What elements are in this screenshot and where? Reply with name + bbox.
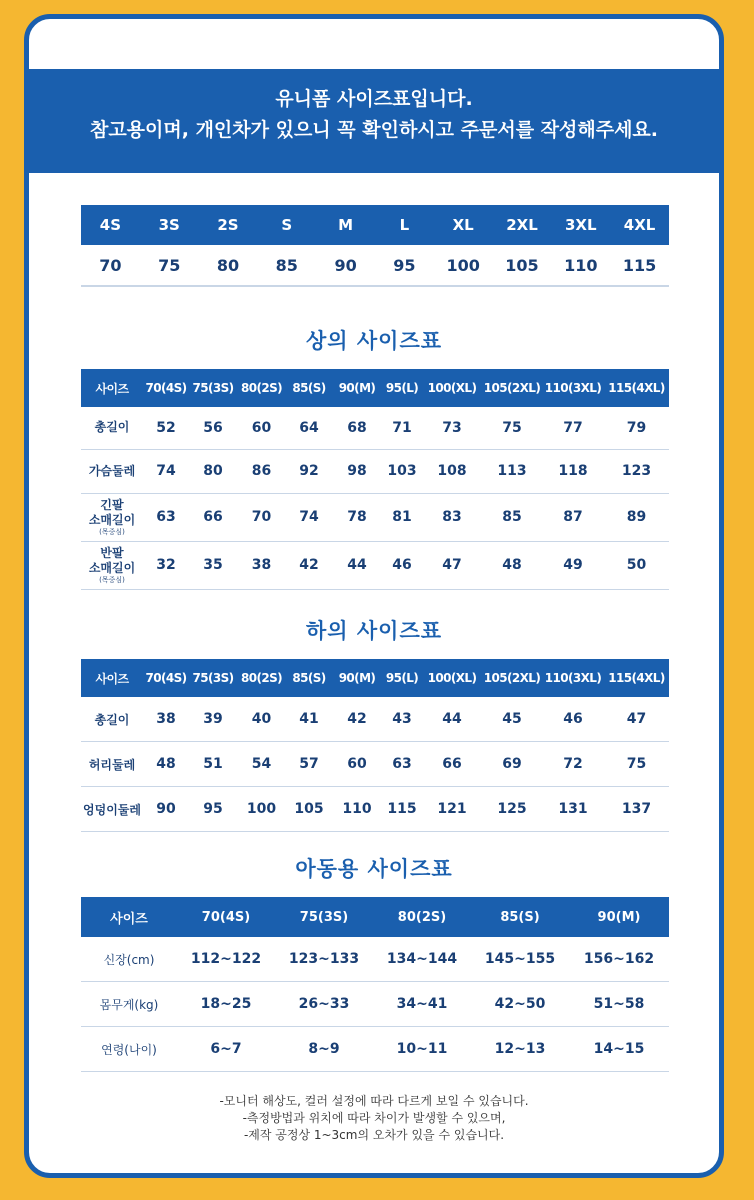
size-value: 14~15	[569, 1027, 669, 1072]
kids-table-header-row	[81, 897, 669, 937]
notes	[29, 1093, 719, 1144]
size-value: 50	[604, 541, 669, 589]
size-value: 79	[604, 407, 669, 449]
size-value: 48	[482, 541, 542, 589]
quick-size-number: 95	[375, 245, 434, 286]
size-column-header: 90(M)	[332, 369, 382, 407]
size-value: 90	[143, 787, 189, 832]
size-value: 56	[189, 407, 237, 449]
size-value: 80	[189, 449, 237, 493]
size-value: 145~155	[471, 937, 569, 982]
size-value: 43	[382, 697, 422, 742]
row-label	[81, 787, 143, 832]
size-value: 35	[189, 541, 237, 589]
size-value: 100	[237, 787, 286, 832]
size-value: 41	[286, 697, 332, 742]
kids-size-title: 아동용 사이즈표	[295, 857, 453, 881]
size-column-header: 100(XL)	[422, 369, 482, 407]
size-value: 71	[382, 407, 422, 449]
size-column-header: 110(3XL)	[542, 369, 604, 407]
row-label	[81, 493, 143, 541]
size-value: 60	[237, 407, 286, 449]
size-value: 112~122	[177, 937, 275, 982]
size-value: 60	[332, 742, 382, 787]
size-value: 74	[143, 449, 189, 493]
size-column-header: 105(2XL)	[482, 369, 542, 407]
size-value: 54	[237, 742, 286, 787]
size-value: 108	[422, 449, 482, 493]
row-label-text: 허리둘레	[88, 757, 136, 772]
table-row	[81, 541, 669, 589]
size-column-header: 75(3S)	[189, 659, 237, 697]
row-label	[81, 407, 143, 449]
size-column-header: 85(S)	[286, 369, 332, 407]
quick-size-table	[81, 205, 669, 287]
header-line-2: 참고용이며, 개인차가 있으니 꼭 확인하시고 주문서를 작성해주세요.	[89, 119, 659, 141]
size-value: 52	[143, 407, 189, 449]
size-value: 89	[604, 493, 669, 541]
quick-size-header-row	[81, 205, 669, 245]
top-size-title: 상의 사이즈표	[305, 329, 443, 353]
table-row	[81, 697, 669, 742]
size-value: 134~144	[373, 937, 471, 982]
size-value: 68	[332, 407, 382, 449]
quick-size-label: 3S	[140, 205, 199, 245]
note-line: -측정방법과 위치에 따라 차이가 발생할 수 있으며,	[242, 1111, 506, 1125]
bottom-table-header-row	[81, 659, 669, 697]
row-label	[81, 1027, 177, 1072]
quick-size-number: 85	[257, 245, 316, 286]
size-column-header: 75(3S)	[275, 897, 373, 937]
size-value: 113	[482, 449, 542, 493]
size-value: 38	[143, 697, 189, 742]
row-label-text: 연령(나이)	[101, 1042, 157, 1057]
size-column-header: 70(4S)	[143, 369, 189, 407]
size-value: 63	[382, 742, 422, 787]
table-row	[81, 742, 669, 787]
size-value: 34~41	[373, 982, 471, 1027]
size-value: 66	[422, 742, 482, 787]
size-value: 123~133	[275, 937, 373, 982]
size-value: 39	[189, 697, 237, 742]
size-value: 63	[143, 493, 189, 541]
row-label-text: 반팔 소매길이	[88, 545, 136, 575]
header-line-1: 유니폼 사이즈표입니다.	[275, 88, 473, 110]
row-label-text: 신장(cm)	[103, 952, 155, 967]
quick-size-number: 80	[199, 245, 258, 286]
bottom-size-title: 하의 사이즈표	[305, 619, 443, 643]
size-value: 86	[237, 449, 286, 493]
kids-size-table	[81, 897, 669, 1072]
row-label-sub: (목중심)	[99, 527, 125, 536]
size-value: 137	[604, 787, 669, 832]
size-value: 66	[189, 493, 237, 541]
size-value: 47	[422, 541, 482, 589]
size-value: 42	[332, 697, 382, 742]
size-value: 77	[542, 407, 604, 449]
size-column-header: 90(M)	[332, 659, 382, 697]
note-line: -모니터 해상도, 컬러 설정에 따라 다르게 보일 수 있습니다.	[219, 1094, 529, 1108]
quick-size-label: M	[316, 205, 375, 245]
size-column-header: 95(L)	[382, 659, 422, 697]
size-value: 103	[382, 449, 422, 493]
row-label-text: 가슴둘레	[88, 463, 136, 478]
size-column-header: 110(3XL)	[542, 659, 604, 697]
quick-size-label: L	[375, 205, 434, 245]
size-value: 72	[542, 742, 604, 787]
size-value: 47	[604, 697, 669, 742]
row-label	[81, 742, 143, 787]
table-row	[81, 1027, 669, 1072]
size-value: 46	[542, 697, 604, 742]
quick-size-label: 4S	[81, 205, 140, 245]
size-value: 12~13	[471, 1027, 569, 1072]
size-column-header: 70(4S)	[177, 897, 275, 937]
size-header-label: 사이즈	[81, 659, 143, 697]
table-row	[81, 787, 669, 832]
size-column-header: 80(2S)	[237, 659, 286, 697]
size-value: 51~58	[569, 982, 669, 1027]
size-value: 125	[482, 787, 542, 832]
table-row	[81, 449, 669, 493]
size-value: 45	[482, 697, 542, 742]
size-column-header: 100(XL)	[422, 659, 482, 697]
row-label-text: 몸무게(kg)	[99, 997, 159, 1012]
size-value: 83	[422, 493, 482, 541]
size-value: 69	[482, 742, 542, 787]
size-value: 74	[286, 493, 332, 541]
size-column-header: 85(S)	[471, 897, 569, 937]
quick-size-number: 105	[493, 245, 552, 286]
quick-size-number-row	[81, 245, 669, 286]
size-value: 8~9	[275, 1027, 373, 1072]
size-chart-card	[24, 14, 724, 1178]
size-value: 42~50	[471, 982, 569, 1027]
row-label	[81, 982, 177, 1027]
size-value: 105	[286, 787, 332, 832]
size-value: 75	[482, 407, 542, 449]
table-row	[81, 982, 669, 1027]
size-value: 95	[189, 787, 237, 832]
kids-size-section	[81, 897, 669, 1072]
quick-size-label: 2XL	[493, 205, 552, 245]
size-value: 75	[604, 742, 669, 787]
size-column-header: 70(4S)	[143, 659, 189, 697]
quick-size-label: XL	[434, 205, 493, 245]
size-value: 123	[604, 449, 669, 493]
size-column-header: 80(2S)	[373, 897, 471, 937]
row-label-text: 엉덩이둘레	[83, 802, 141, 817]
size-value: 48	[143, 742, 189, 787]
size-value: 38	[237, 541, 286, 589]
size-value: 44	[422, 697, 482, 742]
top-size-section	[81, 369, 669, 590]
quick-size-number: 75	[140, 245, 199, 286]
top-size-table	[81, 369, 669, 590]
size-value: 42	[286, 541, 332, 589]
row-label-text: 총길이	[94, 420, 130, 435]
size-value: 40	[237, 697, 286, 742]
quick-size-number: 90	[316, 245, 375, 286]
size-value: 26~33	[275, 982, 373, 1027]
size-value: 64	[286, 407, 332, 449]
table-row	[81, 937, 669, 982]
size-value: 118	[542, 449, 604, 493]
row-label	[81, 937, 177, 982]
row-label-text: 긴팔 소매길이	[88, 497, 136, 527]
row-label	[81, 697, 143, 742]
row-label	[81, 541, 143, 589]
size-value: 110	[332, 787, 382, 832]
note-line: -제작 공정상 1~3cm의 오차가 있을 수 있습니다.	[243, 1128, 505, 1142]
size-value: 49	[542, 541, 604, 589]
size-value: 51	[189, 742, 237, 787]
size-value: 87	[542, 493, 604, 541]
size-header-label: 사이즈	[81, 369, 143, 407]
size-value: 81	[382, 493, 422, 541]
size-value: 18~25	[177, 982, 275, 1027]
quick-size-number: 100	[434, 245, 493, 286]
quick-size-number: 115	[610, 245, 669, 286]
size-value: 92	[286, 449, 332, 493]
size-value: 46	[382, 541, 422, 589]
size-value: 70	[237, 493, 286, 541]
size-column-header: 105(2XL)	[482, 659, 542, 697]
size-value: 57	[286, 742, 332, 787]
size-value: 131	[542, 787, 604, 832]
size-column-header: 90(M)	[569, 897, 669, 937]
quick-size-label: 3XL	[551, 205, 610, 245]
size-value: 32	[143, 541, 189, 589]
size-value: 73	[422, 407, 482, 449]
header-banner	[29, 69, 719, 173]
size-column-header: 115(4XL)	[604, 659, 669, 697]
quick-size-label: S	[257, 205, 316, 245]
size-value: 10~11	[373, 1027, 471, 1072]
size-value: 78	[332, 493, 382, 541]
row-label-sub: (목중심)	[99, 575, 125, 584]
row-label	[81, 449, 143, 493]
quick-size-number: 110	[551, 245, 610, 286]
size-header-label: 사이즈	[81, 897, 177, 937]
size-value: 121	[422, 787, 482, 832]
quick-size-section	[81, 205, 669, 287]
size-column-header: 115(4XL)	[604, 369, 669, 407]
size-column-header: 95(L)	[382, 369, 422, 407]
bottom-size-section	[81, 659, 669, 832]
quick-size-label: 2S	[199, 205, 258, 245]
table-row	[81, 407, 669, 449]
size-value: 6~7	[177, 1027, 275, 1072]
size-value: 115	[382, 787, 422, 832]
size-value: 156~162	[569, 937, 669, 982]
bottom-size-table	[81, 659, 669, 832]
size-value: 44	[332, 541, 382, 589]
table-row	[81, 493, 669, 541]
row-label-text: 총길이	[94, 712, 130, 727]
quick-size-number: 70	[81, 245, 140, 286]
size-value: 85	[482, 493, 542, 541]
size-column-header: 85(S)	[286, 659, 332, 697]
size-column-header: 80(2S)	[237, 369, 286, 407]
top-table-header-row	[81, 369, 669, 407]
size-column-header: 75(3S)	[189, 369, 237, 407]
quick-size-label: 4XL	[610, 205, 669, 245]
size-value: 98	[332, 449, 382, 493]
